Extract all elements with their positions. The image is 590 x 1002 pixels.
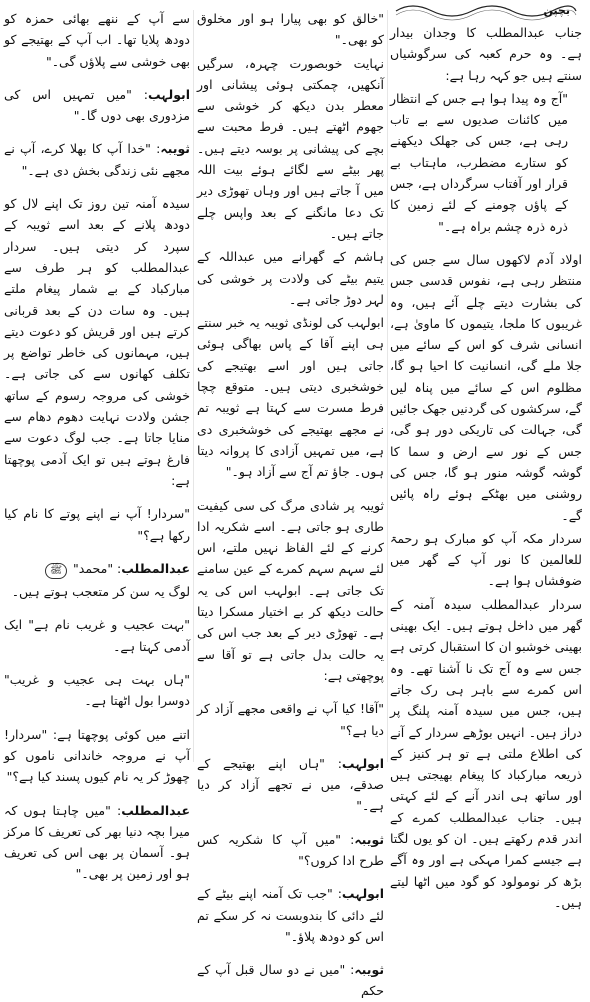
dialogue-text: "میں آپ کا شکریہ کس طرح ادا کروں؟" (197, 831, 384, 868)
quote-paragraph: "آقا! کیا آپ نے واقعی مجھے آزاد کر دیا ہے؟" (197, 701, 384, 738)
quote-paragraph: "خالق کو بھی پیارا ہو اور مخلوق کو بھی۔" (197, 11, 384, 48)
chapter-title: بچپن (543, 4, 570, 17)
chapter-header-ornament (392, 0, 580, 22)
dialogue-line: عبدالمطلب: "محمد" ﷺ (4, 558, 190, 579)
dialogue-line: ثویبہ: "خدا آپ کا بھلا کرے، آپ نے مجھے نئی زندگی بخش دی ہے۔" (4, 141, 190, 178)
paragraph: اولاد آدم لاکھوں سال سے جس کی منتظر رہی ہے، نفوس قدسی جس کی بشارت دیتے چلے آئے ہیں، وہ غریبوں کا ملجا، یتیموں کا ماویٰ ہے، انسانی شرف کو اس کے سائے میں جلا ملے گی، انسانیت کا احیا ہو گا، مظلوم اس کے سائے میں پناہ لیں گے، سرکشوں کی گردنیں جھک جائیں گی، جہالت کی تاریکی دور ہو گی، جس کے نور سے ارض و سما کا گوشہ گوشہ منور ہو گا، جس کی روشنی میں بھٹکے ہوئے راہ پائیں گے۔ (390, 251, 582, 523)
paragraph: جناب عبدالمطلب کا وجدان بیدار ہے۔ وہ حرم کعبہ کی سرگوشیاں سنتے ہیں جو کہہ رہا ہے: (390, 25, 582, 83)
speaker-name: عبدالمطلب (121, 560, 190, 576)
paragraph: اتنے میں کوئی پوچھتا ہے: "سردار! آپ نے مروجہ خاندانی ناموں کو چھوڑ کر یہ نام کیوں پسند کیا ہے؟" (4, 726, 190, 785)
dialogue-line: ثویبہ: "میں آپ کا شکریہ کس طرح ادا کروں؟" (197, 831, 385, 868)
dialogue-line: ابولہب: "جب تک آمنہ اپنے بیٹے کے لئے دائی کا بندوبست نہ کر سکے تم اس کو دودھ پلاؤ۔" (197, 886, 384, 944)
dialogue-line: عبدالمطلب: "میں چاہتا ہوں کہ میرا بچہ دنیا بھر کی تعریف کا مرکز ہو۔ آسمان پر بھی اس کی تعریف ہو اور زمین پر بھی۔" (4, 802, 190, 882)
column-divider (387, 10, 388, 762)
honorific-seal-icon: ﷺ (45, 563, 67, 579)
quote-paragraph: "سردار! آپ نے اپنے پوتے کا نام کیا رکھا ہے؟" (4, 506, 190, 543)
quote-paragraph: "آج وہ پیدا ہوا ہے جس کے انتظار میں کائنات صدیوں سے بے تاب رہی ہے، جس کی جھلک دیکھنے کو ستارے مضطرب، ماہتاب بے قرار اور آفتاب سرگرداں ہے، جس کے پاؤں چومنے کے لئے زمین کا ذرہ ذرہ چشم براہ ہے۔" (390, 90, 568, 234)
paragraph: ہاشم کے گھرانے میں عبداللہ کے یتیم بیٹے کی ولادت پر خوشی کی لہر دوڑ جاتی ہے۔ (197, 249, 384, 307)
paragraph: سردار مکہ آپ کو مبارک ہو رحمۃ للعالمین کا نور آپ کے گھر میں ضوفشاں ہوا ہے۔ (390, 530, 582, 589)
dialogue-text: "میں نے دو سال قبل آپ کے حکم (197, 962, 384, 999)
dialogue-line: ثویبہ: "میں نے دو سال قبل آپ کے حکم (197, 962, 385, 999)
text-column-right (390, 22, 582, 910)
dialogue-text: "محمد" (73, 560, 114, 576)
paragraph: لوگ یہ سن کر متعجب ہوتے ہیں۔ (11, 584, 190, 600)
speaker-name: ابولہب (147, 86, 191, 102)
speaker-name: ثویبہ (160, 141, 190, 157)
speaker-name: ابولہب (341, 755, 384, 771)
text-column-middle (197, 8, 385, 999)
paragraph: ثویبہ پر شادی مرگ کی سی کیفیت طاری ہو جاتی ہے۔ اسے شکریہ ادا کرنے کے لئے الفاظ نہیں ملتے، اس لئے سہم سہم کمرے کے عین سامنے تک جاتی ہے۔ ابولہب اس کی یہ حالت دیکھ کر بے اختیار مسکرا دیتا ہے۔ تھوڑی دیر کے بعد جب اس کی یہ حالت بدل جاتی ہے تو آقا سے پوچھتی ہے: (197, 497, 384, 683)
dialogue-line: ابولہب: "میں تمہیں اس کی مزدوری بھی دوں گا۔" (4, 86, 191, 124)
dialogue-text: "جب تک آمنہ اپنے بیٹے کے لئے دائی کا بندوبست نہ کر سکے تم اس کو دودھ پلاؤ۔" (197, 886, 384, 944)
quote-paragraph: "ہاں بہت ہی عجیب و غریب" دوسرا بول اٹھتا ہے۔ (4, 672, 190, 709)
speaker-name: ابولہب (341, 886, 384, 902)
speaker-name: عبدالمطلب (121, 802, 190, 818)
paragraph: نہایت خوبصورت چہرہ، سرگیں آنکھیں، چمکتی ہوئی پیشانی اور معطر بدن دیکھ کر خوشی سے جھوم اٹھتے ہیں۔ فرط محبت سے بچے کی پیشانی پر بوسہ دیتے ہیں۔ پھر بیٹے سے لگائے ہوئے بیت اللہ میں آ جاتے ہیں اور وہاں تھوڑی دیر تک دعا مانگنے کے بعد واپس چلے جاتے ہیں۔ (197, 55, 384, 241)
speaker-name: ثویبہ (354, 962, 385, 978)
dialogue-text: "خدا آپ کا بھلا کرے، آپ نے مجھے نئی زندگی بخش دی ہے۔" (4, 141, 190, 178)
paragraph: سے آپ کے ننھے بھائی حمزہ کو دودھ پلایا تھا۔ اب آپ کے بھتیجے کو بھی خوشی سے پلاؤں گی۔" (4, 11, 190, 69)
text-column-left (4, 8, 191, 882)
quote-paragraph: "بہت عجیب و غریب نام ہے" ایک آدمی کہتا ہے۔ (4, 617, 190, 654)
paragraph: سیدہ آمنہ تین روز تک اپنے لال کو دودھ پلانے کے بعد اسے ثویبہ کے سپرد کر دیتی ہیں۔ سردار عبدالمطلب کو ہر طرف سے مبارکباد کے بے شمار پیغام ملتے ہیں۔ وہ سات دن کے بعد قربانی کرتے ہیں اور قریش کو دعوت دیتے ہیں، مہمانوں کی خاطر تواضع پر تکلف کھانوں سے کی جاتی ہے۔ خوشی کی مروجہ رسوم کے ساتھ جشن ولادت نہایت دھوم دھام سے منایا جاتا ہے۔ جب لوگ دعوت سے فارغ ہوتے ہیں تو ایک آدمی پوچھتا ہے: (4, 196, 190, 488)
dialogue-line: ابولہب: "ہاں اپنے بھتیجے کے صدقے، میں نے تجھے آزاد کر دیا ہے۔" (197, 755, 384, 814)
dialogue-text: "ہاں اپنے بھتیجے کے صدقے، میں نے تجھے آزاد کر دیا ہے۔" (197, 755, 384, 814)
speaker-name: ثویبہ (354, 831, 385, 847)
column-divider (193, 10, 194, 762)
paragraph: سردار عبدالمطلب سیدہ آمنہ کے گھر میں داخل ہوتے ہیں۔ ایک بھینی بھینی خوشبو ان کا استقبال کرتی ہے جس سے وہ آج تک نا آشنا تھے۔ وہ اس کمرے سے باہر ہی رک جاتے ہیں، جس میں سیدہ آمنہ پلنگ پر دراز ہیں۔ انہیں بوڑھے سردار کے آنے کی اطلاع ملتی ہے تو ہر کنیز کے ذریعہ مبارکباد کا پیغام بھیجتی ہیں اور ساتھ ہی اندر آنے کے لئے کہتی ہیں۔ جناب عبدالمطلب کمرے کے اندر قدم رکھتے ہیں۔ ان کو یوں لگتا ہے جیسے کمرا مہکی ہے اور وہ آگے بڑھ کر نومولود کو گود میں اٹھا لیتے ہیں۔ (390, 596, 582, 910)
dialogue-text: "میں چاہتا ہوں کہ میرا بچہ دنیا بھر کی تعریف کا مرکز ہو۔ آسمان پر بھی اس کی تعریف ہو اور زمین پر بھی۔" (4, 802, 190, 882)
paragraph: ابولہب کی لونڈی ثویبہ یہ خبر سنتے ہی اپنے آقا کے پاس بھاگی ہوئی جاتی ہیں اور اسے بھتیجے کی خوشخبری دیتی ہیں۔ متوقع چچا فرط مسرت سے کہتا ہے ثویبہ تم نے مجھے بھتیجے کی خوشخبری دی ہے، میں تمہیں آزادی کا پروانہ دیتا ہوں۔ جاؤ تم آج سے آزاد ہو۔" (197, 315, 384, 480)
dialogue-text: "میں تمہیں اس کی مزدوری بھی دوں گا۔" (4, 86, 190, 124)
